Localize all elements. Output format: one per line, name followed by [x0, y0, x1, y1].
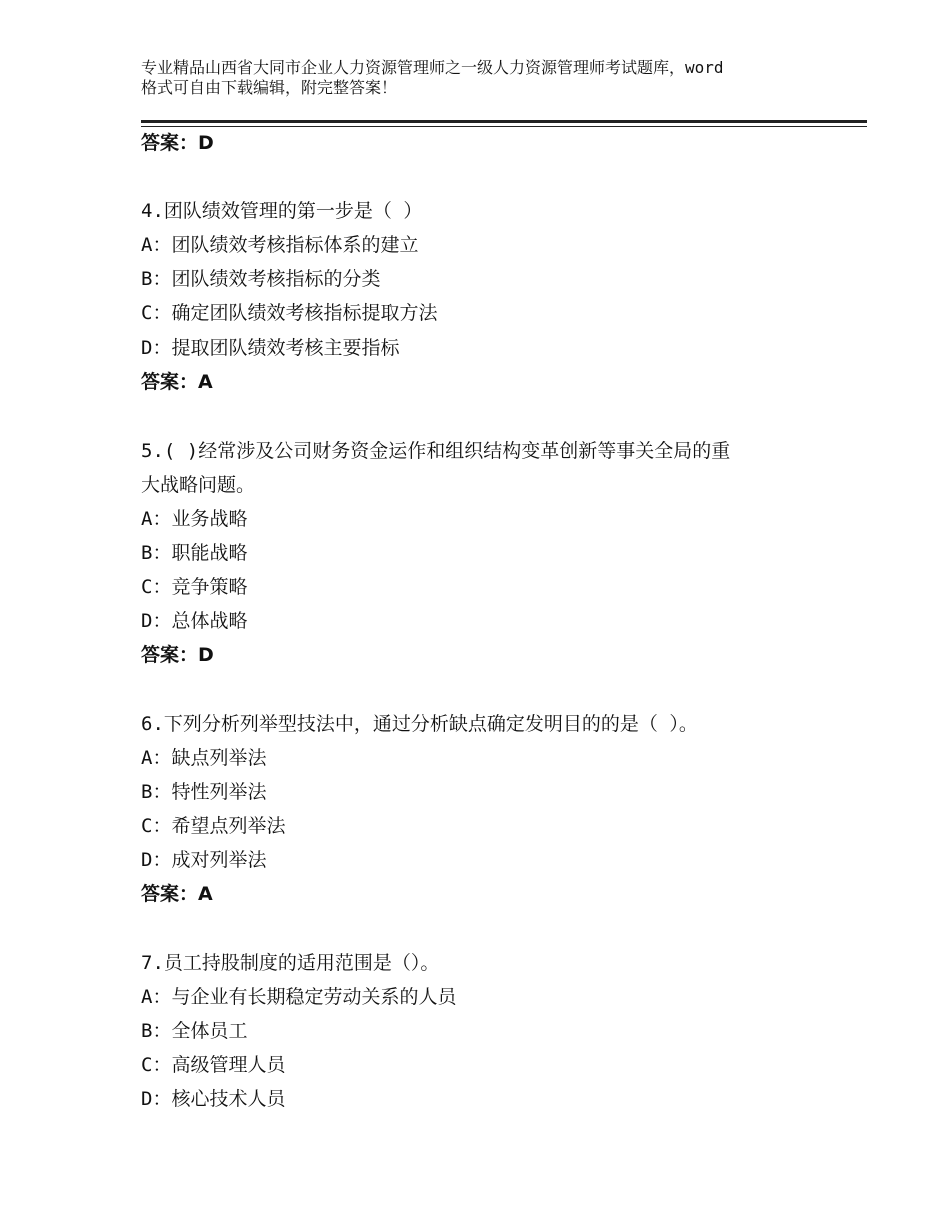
header-divider-thick — [141, 120, 867, 123]
question-7-option-a: A：与企业有长期稳定劳动关系的人员 — [141, 986, 457, 1008]
document-header — [141, 58, 821, 98]
header-line-2: 格式可自由下载编辑，附完整答案！ — [141, 78, 398, 97]
question-6-option-a: A：缺点列举法 — [141, 747, 267, 769]
question-6-option-b: B：特性列举法 — [141, 781, 267, 803]
question-7-stem: 7.员工持股制度的适用范围是（）。 — [141, 952, 440, 974]
question-5-option-b: B：职能战略 — [141, 542, 248, 564]
question-4-answer: 答案：A — [141, 371, 213, 393]
question-5-option-a: A：业务战略 — [141, 508, 248, 530]
question-4-stem: 4.团队绩效管理的第一步是（ ） — [141, 200, 423, 222]
question-5-option-c: C：竞争策略 — [141, 576, 248, 598]
question-6-stem: 6.下列分析列举型技法中，通过分析缺点确定发明目的的是（ ）。 — [141, 713, 698, 735]
question-4-option-d: D：提取团队绩效考核主要指标 — [141, 337, 400, 359]
question-5-answer: 答案：D — [141, 644, 214, 666]
question-7-option-d: D：核心技术人员 — [141, 1088, 286, 1110]
question-6-option-d: D：成对列举法 — [141, 849, 267, 871]
question-6-answer: 答案：A — [141, 883, 213, 905]
question-4-option-b: B：团队绩效考核指标的分类 — [141, 268, 381, 290]
question-4-option-a: A：团队绩效考核指标体系的建立 — [141, 234, 419, 256]
question-6-option-c: C：希望点列举法 — [141, 815, 286, 837]
question-7-option-b: B：全体员工 — [141, 1020, 248, 1042]
question-4-option-c: C：确定团队绩效考核指标提取方法 — [141, 302, 438, 324]
prev-answer: 答案：D — [141, 132, 214, 154]
header-line-1: 专业精品山西省大同市企业人力资源管理师之一级人力资源管理师考试题库，word — [141, 58, 724, 77]
question-5-stem-line-1: 5.( )经常涉及公司财务资金运作和组织结构变革创新等事关全局的重 — [141, 440, 731, 462]
question-5-option-d: D：总体战略 — [141, 610, 248, 632]
question-5-stem-line-2: 大战略问题。 — [141, 474, 256, 496]
question-7-option-c: C：高级管理人员 — [141, 1054, 286, 1076]
header-divider-thin — [141, 126, 867, 127]
